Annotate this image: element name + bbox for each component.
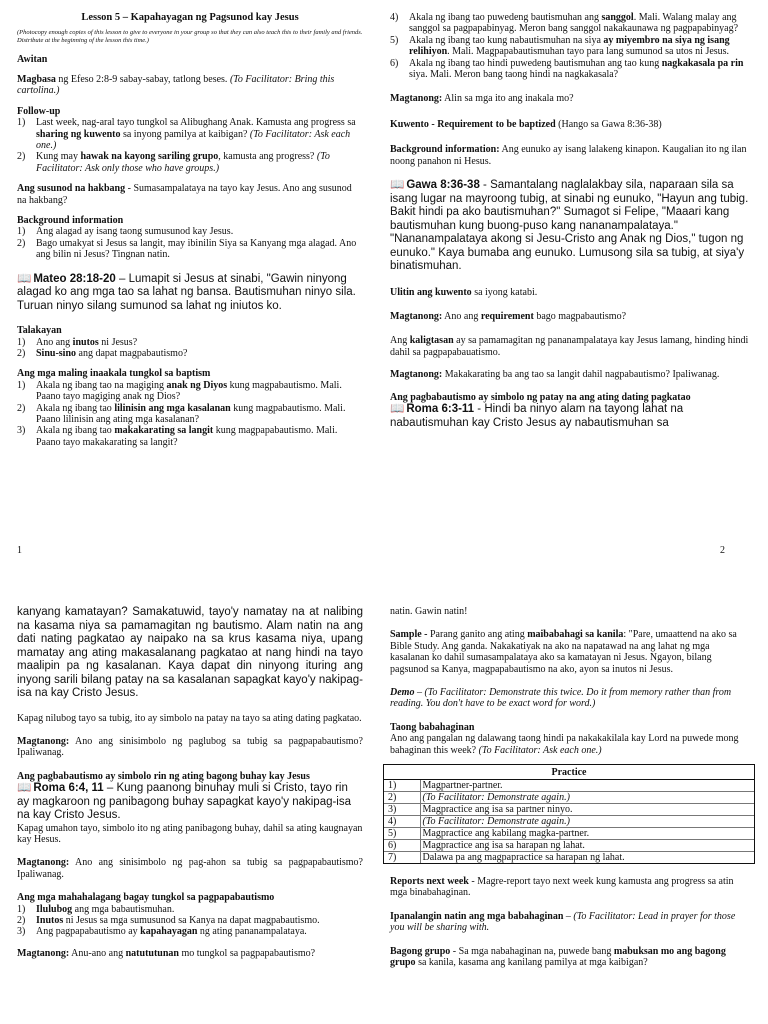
magbasa-text: ng Efeso 2:8-9 sabay-sabay, tatlong beses. — [55, 74, 228, 85]
book-icon: 📖 — [17, 272, 32, 285]
page-4 — [390, 606, 750, 1024]
taong-babahaginan-text: Ano ang pangalan ng dalawang taong hindi pa nakakakilala kay Lord na puwede mong bahaginan this week? (To Facilitator: Ask each one.) — [390, 733, 739, 756]
practice-table — [384, 780, 754, 863]
magbasa-note: (To Facilitator: Bring this cartolina.) — [17, 74, 335, 97]
magbasa-paragraph — [17, 74, 363, 97]
scripture-text: – Lumapit si Jesus at sinabi, "Gawin ninyong alagad ko ang mga tao sa lahat ng bansa. Bautismuhan ninyo sila. Turuan ninyo silang sumunod sa lahat ng iniutos ko. — [17, 272, 356, 312]
magtanong-6: Magtanong: Anu-ano ang natututunan mo tungkol sa pagpapabautismo? — [17, 947, 316, 959]
book-icon: 📖 — [390, 179, 405, 192]
photocopy-note: (Photocopy enough copies of this lesson to give to everyone in your group so that they can also teach this to their family and friends. Distribute at the beginning of the lesson this time.) — [17, 29, 363, 44]
taong-babahaginan-heading: Taong babahaginan — [390, 721, 475, 733]
list-item: 3) Akala ng ibang tao makakarating sa langit kung magpapabautismo. Mali. Paano tayo makakarating sa langit? — [17, 425, 338, 448]
scripture-ref: Mateo 28:18-20 — [33, 272, 116, 285]
roma-continued: kanyang kamatayan? Samakatuwid, tayo'y namatay na at nalibing na kasama niya sa pamamagitan ng bautismo. Alam natin na ang dati nating pagkatao ay naipako na sa krus kasama niya, upang mamatay ang ating makasalanang pagkatao at nang hindi na tayo maalipin pa ng kasalanan. Kaya dapat din ninyong ituring ang inyong sarili bilang patay na sa kasalanan sapagkat kayo'y nakipag-isa na kay Cristo Jesus. — [17, 606, 363, 699]
lesson-title: Lesson 5 – Kapahayagan ng Pagsunod kay Jesus — [81, 12, 299, 23]
practice-step-number: 3) — [384, 804, 420, 816]
sample-paragraph: Sample - Parang ganito ang ating maibabahagi sa kanila: "Pare, umaattend na ako sa Bible Study. Ang ganda. Nakakatiyak na ako na napatawad na ang lahat ng mga kasalanan ko dahil sumasampalataya ako sa kamatayan ni Jesus. Ngayon, bilang pagsunod sa Kanya, magpapabautismo na ako, ayon sa inutos ni Jesus. — [390, 629, 737, 675]
list-item: 2) Inutos ni Jesus sa mga sumusunod sa Kanya na dapat magpabautismo. — [17, 915, 320, 927]
scripture-roma-2: 📖 Roma 6:4, 11 – Kung paanong binuhay muli si Cristo, tayo rin ay magkaroon ng panibagong buhay sapagkat kayo'y nakipag-isa na kay Cristo Jesus. — [17, 782, 352, 822]
maling-list — [17, 380, 363, 448]
practice-step-number: 5) — [384, 828, 420, 840]
practice-step-number: 7) — [384, 852, 420, 864]
bagong-grupo-paragraph: Bagong grupo - Sa mga nabahaginan na, puwede bang mabuksan mo ang bagong grupo sa kanila, kasama ang kanilang pamilya at mga kaibigan? — [390, 945, 726, 969]
talakayan-heading: Talakayan — [17, 325, 62, 337]
background-list — [17, 226, 363, 260]
practice-step-number: 1) — [384, 780, 420, 792]
table-row — [384, 828, 754, 840]
page-2 — [390, 12, 750, 560]
table-row — [384, 840, 754, 852]
kuwento-paragraph: Kuwento - Requirement to be baptized (Hango sa Gawa 8:36-38) — [390, 118, 662, 130]
table-row — [384, 780, 754, 792]
list-item: 1) Akala ng ibang tao na magiging anak ng Diyos kung magpabautismo. Mali. Paano tayo magiging anak ng Dios? — [17, 379, 342, 403]
ulitin-paragraph: Ulitin ang kuwento sa iyong katabi. — [390, 286, 538, 298]
maling-list-continued — [390, 12, 750, 80]
list-item: 5) Akala ng ibang tao kung nabautismuhan na siya ay miyembro na siya ng isang relihiyon. Mali. Magpapabautismuhan tayo para lang sumunod sa utos ni Jesus. — [390, 34, 730, 58]
background-heading: Background information — [17, 215, 124, 227]
page-3 — [17, 606, 363, 1024]
list-item: 6) Akala ng ibang tao hindi puwedeng bautismuhan ang tao kung nagkakasala pa rin siya. Mali. Meron bang taong hindi na nagkakasala? — [390, 57, 744, 81]
practice-step-text: Magpractice ang isa sa harapan ng lahat. — [420, 840, 754, 852]
practice-step-text: Dalawa pa ang magpapractice sa harapan ng lahat. — [420, 852, 754, 864]
nilubog-paragraph: Kapag nilubog tayo sa tubig, ito ay simbolo na patay na tayo sa ating dating pagkatao. — [17, 712, 362, 724]
demo-paragraph: Demo – (To Facilitator: Demonstrate this twice. Do it from memory rather than from reading. You don't have to be exact word for word.) — [390, 687, 732, 710]
mahalaga-heading: Ang mga mahahalagang bagay tungkol sa pagpapabautismo — [17, 892, 275, 904]
scripture-gawa: 📖 Gawa 8:36-38 - Samantalang naglalakbay sila, naparaan sila sa isang lugar na mayroong tubig, at sinabi ng eunuko, "Hayun ang tubig. Bakit hindi pa ako bautismuhan?" Sumagot si Felipe, "Maaari kang bautismuhan kung buong-puso kang nananampalataya." "Nananampalataya akong si Jesu-Cristo ang Anak ng Dios," tugon ng eunuko." Kaya bumaba ang eunuko. Lumusong sila sa tubig, at siya'y binatismuhan. — [390, 179, 749, 273]
magtanong-4: Magtanong: Ano ang sinisimbolo ng paglubog sa tubig sa pagpapabautismo? Ipaliwanag. — [17, 735, 363, 759]
practice-heading: Practice — [384, 765, 754, 780]
magtanong-2: Magtanong: Ano ang requirement bago magpabautismo? — [390, 310, 627, 322]
practice-step-number: 2) — [384, 792, 420, 804]
list-item: 2) Kung may hawak na kayong sariling grupo, kamusta ang progress? (To Facilitator: Ask only those who have groups.) — [17, 151, 330, 174]
page-number: 1 — [17, 545, 22, 556]
practice-step-text: (To Facilitator: Demonstrate again.) — [420, 792, 754, 804]
magtanong-3: Magtanong: Makakarating ba ang tao sa langit dahil nagpabautismo? Ipaliwanag. — [390, 369, 720, 381]
followup-list — [17, 117, 363, 174]
practice-step-text: Magpractice ang isa sa partner ninyo. — [420, 804, 754, 816]
page-1 — [17, 12, 363, 560]
next-step-label: Ang susunod na hakbang — [17, 183, 126, 195]
list-item: 3) Ang pagpapabautismo ay kapahayagan ng ating pananampalataya. — [17, 926, 307, 938]
list-item: 1) Ang alagad ay isang taong sumusunod kay Jesus. — [17, 226, 234, 238]
table-row — [384, 792, 754, 804]
list-item: 1) Last week, nag-aral tayo tungkol sa Alibughang Anak. Kamusta ang progress sa sharing ng kuwento sa inyong pamilya at kaibigan? (To Facilitator: Ask each one.) — [17, 117, 356, 152]
list-item: 2) Sinu-sino ang dapat magpabautismo? — [17, 348, 188, 359]
page-number: 2 — [720, 545, 725, 556]
scripture-roma: 📖 Roma 6:3-11 - Hindi ba ninyo alam na tayong lahat na nabautismuhan kay Cristo Jesus ay nabautismuhan sa — [390, 403, 684, 429]
list-item: 1) Ilulubog ang mga babautismuhan. — [17, 903, 175, 915]
practice-step-text: (To Facilitator: Demonstrate again.) — [420, 816, 754, 828]
table-row — [384, 804, 754, 816]
practice-box — [383, 764, 755, 864]
magtanong-1: Magtanong: Alin sa mga ito ang inakala mo? — [390, 93, 574, 105]
practice-step-number: 6) — [384, 840, 420, 852]
magtanong-5: Magtanong: Ano ang sinisimbolo ng pag-ahon sa tubig sa pagpapabautismo? Ipaliwanag. — [17, 857, 363, 880]
list-item: 4) Akala ng ibang tao puwedeng bautismuhan ang sanggol. Mali. Walang malay ang sanggol sa pagpapabinyag. Meron bang sanggol nakakaunawa ng pagpapabinyag? — [390, 12, 739, 35]
bg-info-paragraph: Background information: Ang eunuko ay isang lalakeng kinapon. Kaugalian ito ng ilan noong panahon ni Hesus. — [390, 144, 747, 167]
next-step-text: - Sumasampalataya na tayo kay Jesus. Ano ang susunod na hakbang? — [17, 183, 352, 206]
reports-paragraph: Reports next week - Magre-report tayo next week kung kamusta ang progress sa atin mga binabahaginan. — [390, 876, 734, 899]
continued-text: natin. Gawin natin! — [390, 606, 468, 617]
table-row — [384, 852, 754, 864]
practice-step-number: 4) — [384, 816, 420, 828]
practice-step-text: Magpartner-partner. — [422, 780, 503, 792]
simbolo-heading: Ang pagbabautismo ay simbolo ng patay na ang ating dating pagkatao — [390, 391, 691, 403]
kaligtasan-paragraph: Ang kaligtasan ay sa pamamagitan ng pananampalataya kay Jesus lamang, hinding hindi dahil sa pagpapabauatismo. — [390, 335, 749, 358]
mahalaga-list — [17, 904, 363, 938]
awitan-heading: Awitan — [17, 53, 48, 65]
practice-step-text: Magpractice ang kabilang magka-partner. — [420, 828, 754, 840]
book-icon: 📖 — [390, 403, 405, 415]
talakayan-list — [17, 337, 363, 360]
next-step-paragraph — [17, 183, 363, 206]
maling-heading: Ang mga maling inaakala tungkol sa baptism — [17, 368, 211, 380]
followup-heading: Follow-up — [17, 105, 61, 117]
umahon-paragraph: Kapag umahon tayo, simbolo ito ng ating panibagong buhay, dahil sa ating kaugnayan kay Hesus. — [17, 822, 363, 846]
magbasa-label: Magbasa — [17, 74, 56, 85]
table-row — [384, 816, 754, 828]
scripture-mateo — [17, 273, 363, 314]
list-item: 2) Akala ng ibang tao lilinisin ang mga kasalanan kung magpabautismo. Mali. Paano lilinisin ang ating mga kasalanan? — [17, 402, 346, 426]
list-item: 1) Ano ang inutos ni Jesus? — [17, 336, 138, 348]
list-item: 2) Bago umakyat si Jesus sa langit, may ibinilin Siya sa Kanyang mga alagad. Ano ang bilin ni Jesus? Tingnan natin. — [17, 237, 357, 261]
bagong-buhay-heading: Ang pagbabautismo ay simbolo rin ng ating bagong buhay kay Jesus — [17, 770, 310, 782]
book-icon: 📖 — [17, 782, 32, 795]
ipanalangin-paragraph: Ipanalangin natin ang mga babahaginan – (To Facilitator: Lead in prayer for those you will be sharing with. — [390, 910, 736, 934]
